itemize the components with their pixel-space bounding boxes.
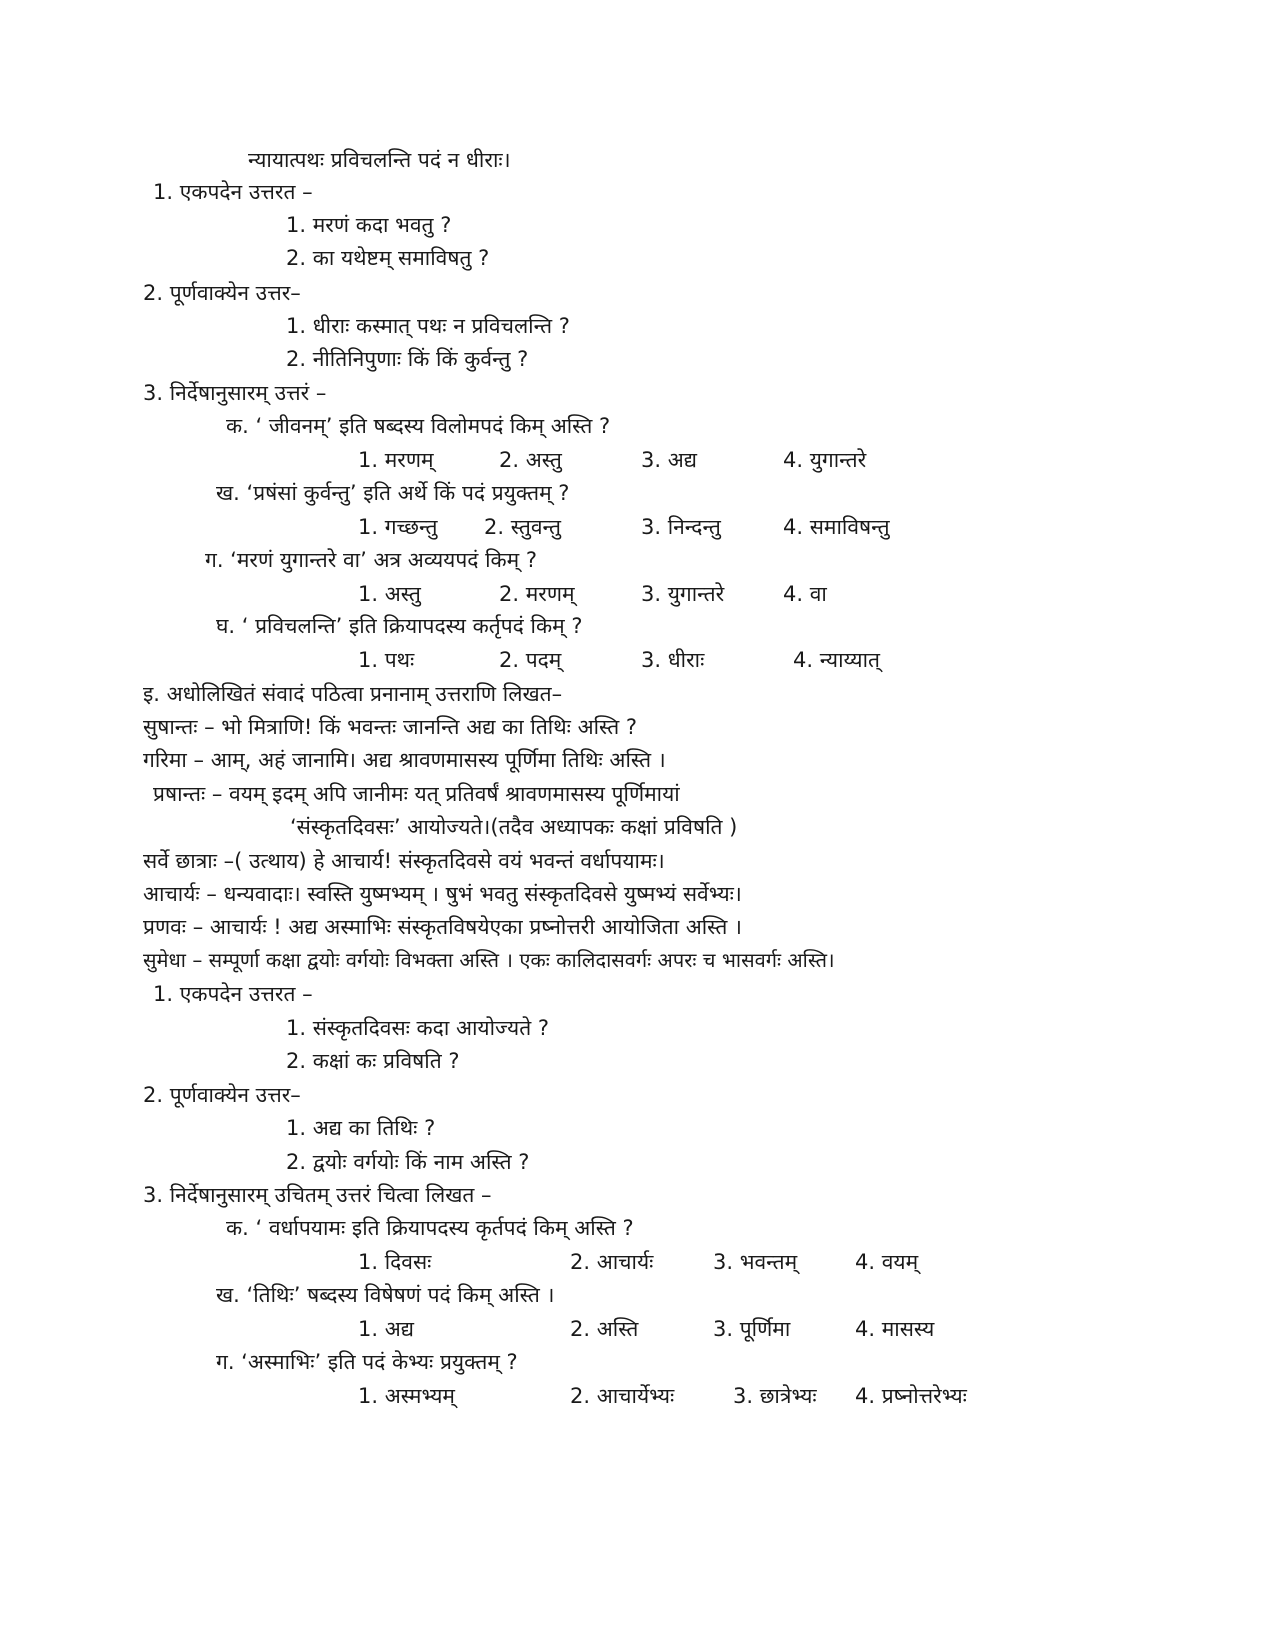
question-2-item: 2. नीतिनिपुणाः किं किं कुर्वन्तु ?	[286, 347, 529, 371]
question-3-part: ख. ‘प्रषंसां कुर्वन्तु’ इति अर्थे किं पदं प्रयुक्तम् ?	[216, 481, 570, 505]
question-2-item: 1. अद्य का तिथिः ?	[286, 1116, 436, 1140]
question-2-item: 2. द्वयोः वर्गयोः किं नाम अस्ति ?	[286, 1150, 530, 1174]
option: 2. मरणम्	[499, 582, 575, 606]
question-3-part: क. ‘ वर्धापयामः इति क्रियापदस्य कृर्तपदं किम् अस्ति ?	[226, 1216, 634, 1240]
question-3-part: क. ‘ जीवनम्’ इति षब्दस्य विलोमपदं किम् अस्ति ?	[226, 414, 611, 438]
dialogue-line: आचार्यः – धन्यवादाः। स्वस्ति युष्मभ्यम् । षुभं भवतु संस्कृतदिवसे युष्मभ्यं सर्वेभ्यः।	[143, 882, 742, 906]
option: 3. निन्दन्तु	[641, 515, 721, 539]
question-1-heading: 1. एकपदेन उत्तरत –	[153, 982, 313, 1006]
question-2-heading: 2. पूर्णवाक्येन उत्तर–	[143, 281, 301, 305]
option: 3. छात्रेभ्यः	[733, 1384, 817, 1408]
question-1-item: 1. मरणं कदा भवतु ?	[286, 213, 452, 237]
option: 2. अस्तु	[499, 448, 562, 472]
question-1-item: 2. कक्षां कः प्रविषति ?	[286, 1049, 460, 1073]
dialogue-line: सुमेधा – सम्पूर्णा कक्षा द्वयोः वर्गयोः विभक्ता अस्ति । एकः कालिदासवर्गः अपरः च भासवर्गः अस्ति।	[143, 948, 835, 972]
question-2-item: 1. धीराः कस्मात् पथः न प्रविचलन्ति ?	[286, 314, 570, 338]
option: 3. पूर्णिमा	[713, 1317, 791, 1341]
dialogue-line: गरिमा – आम्, अहं जानामि। अद्य श्रावणमासस्य पूर्णिमा तिथिः अस्ति ।	[143, 748, 666, 772]
option: 2. अस्ति	[570, 1317, 639, 1341]
option: 2. पदम्	[499, 648, 562, 672]
option: 4. प्रष्नोत्तरेभ्यः	[855, 1384, 967, 1408]
question-1-heading: 1. एकपदेन उत्तरत –	[153, 180, 313, 204]
question-3-heading: 3. निर्देषानुसारम् उत्तरं –	[143, 381, 327, 405]
option: 4. न्याय्यात्	[793, 648, 881, 672]
dialogue-heading: इ. अधोलिखितं संवादं पठित्वा प्रनानाम् उत्तराणि लिखत–	[143, 682, 563, 706]
option: 3. अद्य	[641, 448, 697, 472]
option: 2. स्तुवन्तु	[484, 515, 561, 539]
question-3-heading: 3. निर्देषानुसारम् उचितम् उत्तरं चित्वा लिखत –	[143, 1183, 492, 1207]
dialogue-line: प्रषान्तः – वयम् इदम् अपि जानीमः यत् प्रतिवर्षं श्रावणमासस्य पूर्णिमायां	[153, 782, 680, 806]
option: 4. वा	[783, 582, 827, 606]
dialogue-line: सर्वे छात्राः –( उत्थाय) हे आचार्य! संस्कृतदिवसे वयं भवन्तं वर्धापयामः।	[143, 849, 665, 873]
option: 2. आचार्येभ्यः	[570, 1384, 675, 1408]
option: 4. मासस्य	[855, 1317, 935, 1341]
option: 4. समाविषन्तु	[783, 515, 890, 539]
option: 3. युगान्तरे	[641, 582, 725, 606]
dialogue-line: प्रणवः – आचार्यः ! अद्य अस्माभिः संस्कृतविषयेएका प्रष्नोत्तरी आयोजिता अस्ति ।	[143, 915, 742, 939]
question-3-part: घ. ‘ प्रविचलन्ति’ इति क्रियापदस्य कर्तृपदं किम् ?	[216, 614, 583, 638]
question-2-heading: 2. पूर्णवाक्येन उत्तर–	[143, 1083, 301, 1107]
option: 4. युगान्तरे	[783, 448, 867, 472]
option: 3. भवन्तम्	[713, 1250, 798, 1274]
option: 3. धीराः	[641, 648, 705, 672]
option: 1. दिवसः	[358, 1250, 432, 1274]
question-1-item: 1. संस्कृतदिवसः कदा आयोज्यते ?	[286, 1016, 550, 1040]
option: 1. अस्मभ्यम्	[358, 1384, 455, 1408]
option: 1. अस्तु	[358, 582, 421, 606]
verse-line: न्यायात्पथः प्रविचलन्ति पदं न धीराः।	[248, 148, 511, 172]
question-1-item: 2. का यथेष्टम् समाविषतु ?	[286, 246, 490, 270]
dialogue-line: सुषान्तः – भो मित्राणि! किं भवन्तः जानन्ति अद्य का तिथिः अस्ति ?	[143, 715, 638, 739]
option: 1. अद्य	[358, 1317, 414, 1341]
option: 2. आचार्यः	[570, 1250, 654, 1274]
question-3-part: ख. ‘तिथिः’ षब्दस्य विषेषणं पदं किम् अस्ति ।	[216, 1283, 555, 1307]
option: 1. मरणम्	[358, 448, 434, 472]
option: 1. पथः	[358, 648, 415, 672]
option: 1. गच्छन्तु	[358, 515, 438, 539]
question-3-part: ग. ‘अस्माभिः’ इति पदं केभ्यः प्रयुक्तम् ?	[216, 1350, 518, 1374]
dialogue-line: ‘संस्कृतदिवसः’ आयोज्यते।(तदैव अध्यापकः कक्षां प्रविषति )	[290, 815, 738, 839]
question-3-part: ग. ‘मरणं युगान्तरे वा’ अत्र अव्ययपदं किम् ?	[205, 548, 538, 572]
option: 4. वयम्	[855, 1250, 919, 1274]
